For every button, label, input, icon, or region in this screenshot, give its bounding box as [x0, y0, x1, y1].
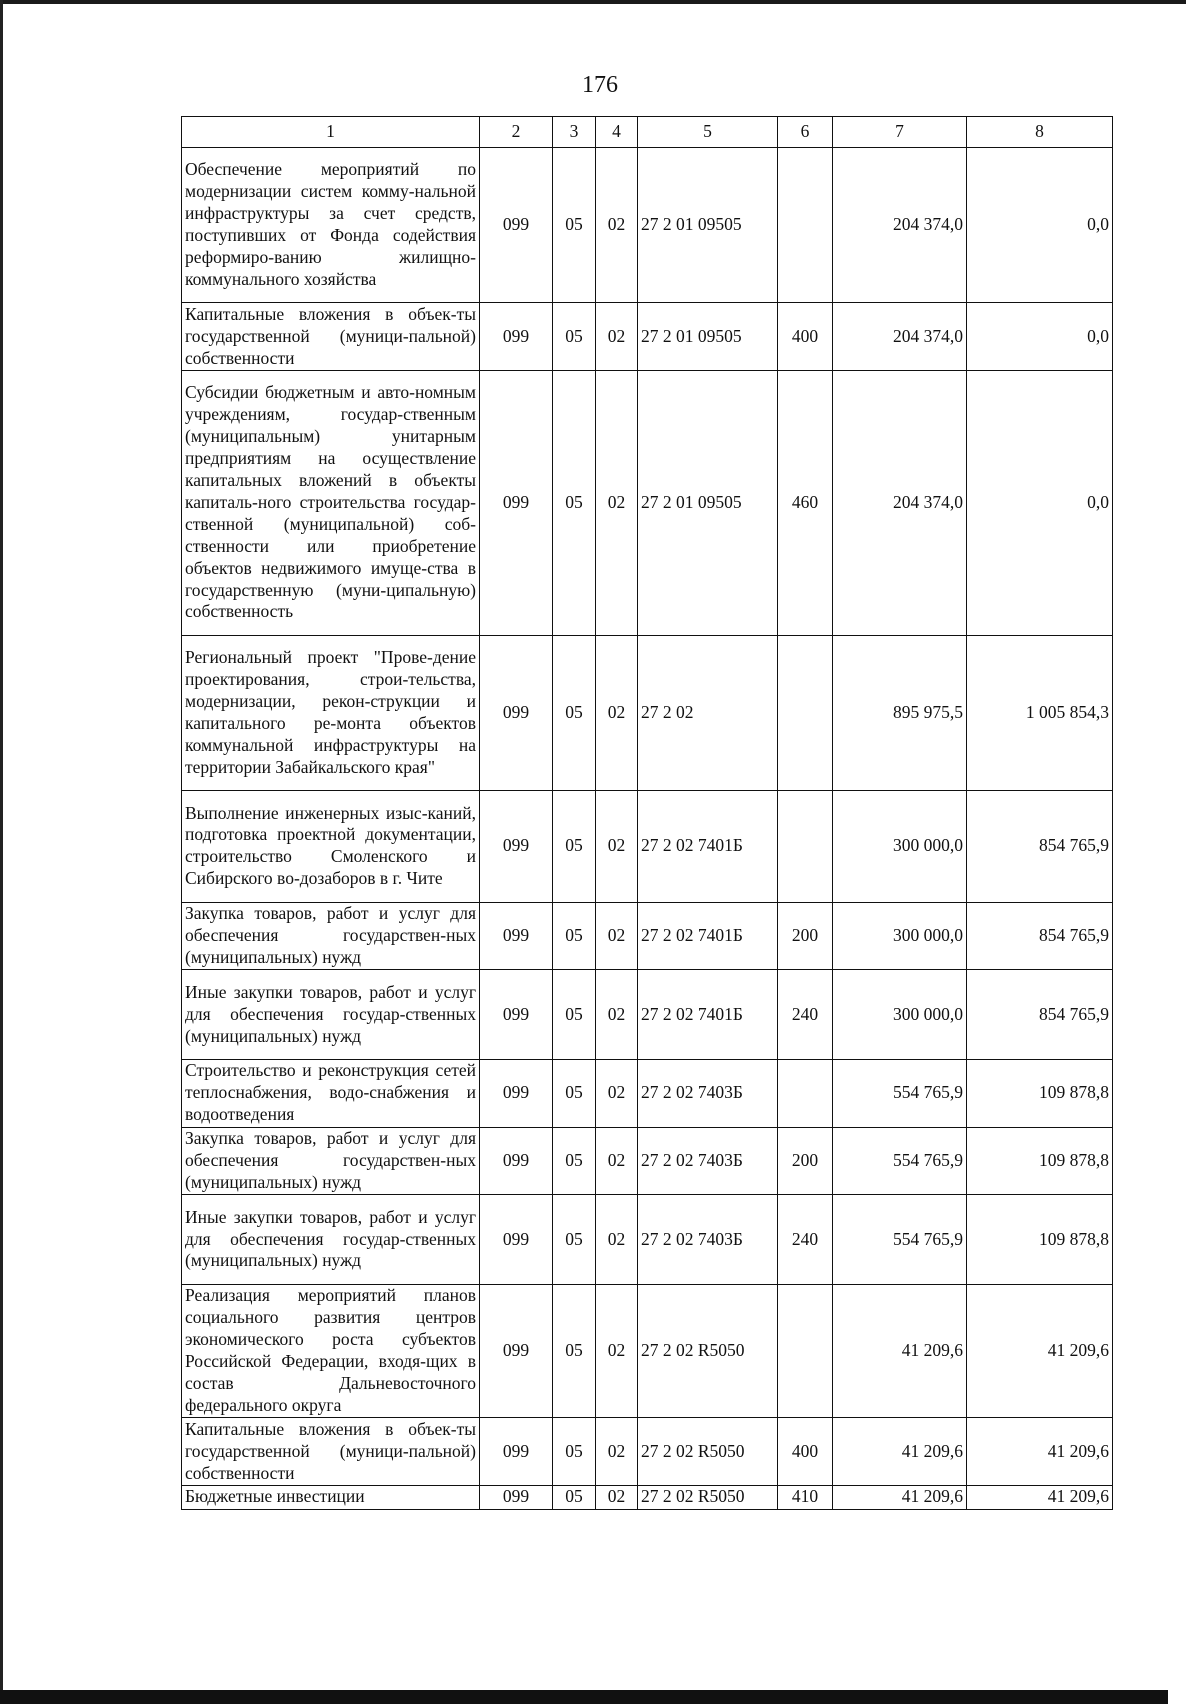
ministry-code: 099	[480, 635, 553, 790]
row-description: Бюджетные инвестиции	[182, 1485, 480, 1509]
table-row	[182, 635, 1113, 790]
amount-first: 204 374,0	[833, 148, 967, 303]
section-code: 05	[553, 1059, 596, 1127]
section-code: 05	[553, 303, 596, 371]
table-row	[182, 370, 1113, 635]
scan-border-left	[0, 0, 3, 1704]
amount-first: 41 209,6	[833, 1284, 967, 1417]
subsection-code: 02	[596, 902, 638, 970]
amount-second: 41 209,6	[967, 1485, 1113, 1509]
page-number: 176	[582, 72, 618, 98]
scan-border-bottom	[0, 1690, 1168, 1704]
subsection-code: 02	[596, 148, 638, 303]
target-article-code: 27 2 02 7401Б	[638, 970, 778, 1060]
amount-first: 41 209,6	[833, 1418, 967, 1486]
amount-first: 554 765,9	[833, 1127, 967, 1195]
amount-second: 109 878,8	[967, 1195, 1113, 1285]
row-description: Иные закупки товаров, работ и услуг для обеспечения государ-ственных (муниципальных) нужд	[182, 970, 480, 1060]
row-description: Капитальные вложения в объек-ты государственной (муници-пальной) собственности	[182, 1418, 480, 1486]
expense-type-code: 410	[778, 1485, 833, 1509]
column-header: 7	[833, 117, 967, 148]
table-row	[182, 970, 1113, 1060]
ministry-code: 099	[480, 970, 553, 1060]
subsection-code: 02	[596, 1195, 638, 1285]
target-article-code: 27 2 02 7403Б	[638, 1195, 778, 1285]
section-code: 05	[553, 635, 596, 790]
target-article-code: 27 2 02 7403Б	[638, 1127, 778, 1195]
expense-type-code: 200	[778, 902, 833, 970]
amount-second: 41 209,6	[967, 1284, 1113, 1417]
column-header: 8	[967, 117, 1113, 148]
amount-second: 0,0	[967, 303, 1113, 371]
subsection-code: 02	[596, 303, 638, 371]
ministry-code: 099	[480, 791, 553, 903]
column-header: 5	[638, 117, 778, 148]
amount-second: 109 878,8	[967, 1127, 1113, 1195]
section-code: 05	[553, 1284, 596, 1417]
target-article-code: 27 2 01 09505	[638, 370, 778, 635]
table-row	[182, 1127, 1113, 1195]
ministry-code: 099	[480, 902, 553, 970]
table-header-row	[182, 117, 1113, 148]
ministry-code: 099	[480, 1284, 553, 1417]
expense-type-code: 400	[778, 1418, 833, 1486]
column-header: 1	[182, 117, 480, 148]
section-code: 05	[553, 970, 596, 1060]
section-code: 05	[553, 902, 596, 970]
expense-type-code	[778, 635, 833, 790]
expense-type-code: 240	[778, 970, 833, 1060]
section-code: 05	[553, 370, 596, 635]
expense-type-code	[778, 1059, 833, 1127]
subsection-code: 02	[596, 635, 638, 790]
row-description: Субсидии бюджетным и авто-номным учреждениям, государ-ственным (муниципальным) унитарным предприятиям на осуществление капитальных вложений в объекты капиталь-ного строительства государ-ственной (муниципальной) соб-ственности или приобретение объектов недвижимого имуще-ства в государственную (муни-ципальную) собственность	[182, 370, 480, 635]
column-header: 2	[480, 117, 553, 148]
amount-first: 300 000,0	[833, 970, 967, 1060]
ministry-code: 099	[480, 1127, 553, 1195]
column-header: 6	[778, 117, 833, 148]
amount-first: 300 000,0	[833, 902, 967, 970]
section-code: 05	[553, 1418, 596, 1486]
amount-second: 109 878,8	[967, 1059, 1113, 1127]
column-header: 3	[553, 117, 596, 148]
target-article-code: 27 2 02 7403Б	[638, 1059, 778, 1127]
section-code: 05	[553, 791, 596, 903]
amount-first: 554 765,9	[833, 1059, 967, 1127]
ministry-code: 099	[480, 1485, 553, 1509]
amount-first: 204 374,0	[833, 303, 967, 371]
table-row	[182, 1418, 1113, 1486]
amount-second: 854 765,9	[967, 902, 1113, 970]
ministry-code: 099	[480, 303, 553, 371]
subsection-code: 02	[596, 970, 638, 1060]
subsection-code: 02	[596, 1059, 638, 1127]
expense-type-code: 460	[778, 370, 833, 635]
row-description: Выполнение инженерных изыс-каний, подготовка проектной документации, строительство Смоленского и Сибирского во-дозаборов в г. Чите	[182, 791, 480, 903]
subsection-code: 02	[596, 370, 638, 635]
ministry-code: 099	[480, 1059, 553, 1127]
table-row	[182, 303, 1113, 371]
target-article-code: 27 2 02 7401Б	[638, 902, 778, 970]
amount-first: 204 374,0	[833, 370, 967, 635]
table-row	[182, 148, 1113, 303]
table-row	[182, 1195, 1113, 1285]
subsection-code: 02	[596, 1127, 638, 1195]
column-header: 4	[596, 117, 638, 148]
scan-border-top	[0, 0, 1186, 4]
section-code: 05	[553, 148, 596, 303]
row-description: Закупка товаров, работ и услуг для обеспечения государствен-ных (муниципальных) нужд	[182, 1127, 480, 1195]
budget-table	[181, 116, 1113, 1510]
table-row	[182, 902, 1113, 970]
amount-first: 300 000,0	[833, 791, 967, 903]
amount-second: 1 005 854,3	[967, 635, 1113, 790]
amount-second: 854 765,9	[967, 970, 1113, 1060]
target-article-code: 27 2 02 7401Б	[638, 791, 778, 903]
target-article-code: 27 2 02 R5050	[638, 1418, 778, 1486]
ministry-code: 099	[480, 1195, 553, 1285]
row-description: Иные закупки товаров, работ и услуг для обеспечения государ-ственных (муниципальных) нужд	[182, 1195, 480, 1285]
section-code: 05	[553, 1195, 596, 1285]
table-body	[182, 117, 1113, 1510]
subsection-code: 02	[596, 1485, 638, 1509]
amount-second: 41 209,6	[967, 1418, 1113, 1486]
row-description: Обеспечение мероприятий по модернизации систем комму-нальной инфраструктуры за счет средств, поступивших от Фонда содействия реформиро-ванию жилищно-коммунального хозяйства	[182, 148, 480, 303]
ministry-code: 099	[480, 1418, 553, 1486]
amount-second: 0,0	[967, 370, 1113, 635]
target-article-code: 27 2 01 09505	[638, 303, 778, 371]
row-description: Капитальные вложения в объек-ты государственной (муници-пальной) собственности	[182, 303, 480, 371]
expense-type-code	[778, 1284, 833, 1417]
row-description: Закупка товаров, работ и услуг для обеспечения государствен-ных (муниципальных) нужд	[182, 902, 480, 970]
expense-type-code	[778, 791, 833, 903]
expense-type-code: 240	[778, 1195, 833, 1285]
amount-second: 0,0	[967, 148, 1113, 303]
expense-type-code: 200	[778, 1127, 833, 1195]
subsection-code: 02	[596, 1418, 638, 1486]
amount-second: 854 765,9	[967, 791, 1113, 903]
ministry-code: 099	[480, 148, 553, 303]
target-article-code: 27 2 01 09505	[638, 148, 778, 303]
table-row	[182, 1284, 1113, 1417]
amount-first: 554 765,9	[833, 1195, 967, 1285]
expense-type-code	[778, 148, 833, 303]
table-row	[182, 1485, 1113, 1509]
subsection-code: 02	[596, 791, 638, 903]
ministry-code: 099	[480, 370, 553, 635]
table-row	[182, 791, 1113, 903]
target-article-code: 27 2 02 R5050	[638, 1284, 778, 1417]
section-code: 05	[553, 1127, 596, 1195]
table-row	[182, 1059, 1113, 1127]
row-description: Региональный проект "Прове-дение проектирования, строи-тельства, модернизации, рекон-струкции и капитального ре-монта объектов коммунальной инфраструктуры на территории Забайкальского края"	[182, 635, 480, 790]
section-code: 05	[553, 1485, 596, 1509]
row-description: Строительство и реконструкция сетей теплоснабжения, водо-снабжения и водоотведения	[182, 1059, 480, 1127]
subsection-code: 02	[596, 1284, 638, 1417]
row-description: Реализация мероприятий планов социального развития центров экономического роста субъектов Российской Федерации, входя-щих в состав Дальневосточного федерального округа	[182, 1284, 480, 1417]
target-article-code: 27 2 02	[638, 635, 778, 790]
amount-first: 41 209,6	[833, 1485, 967, 1509]
amount-first: 895 975,5	[833, 635, 967, 790]
expense-type-code: 400	[778, 303, 833, 371]
target-article-code: 27 2 02 R5050	[638, 1485, 778, 1509]
